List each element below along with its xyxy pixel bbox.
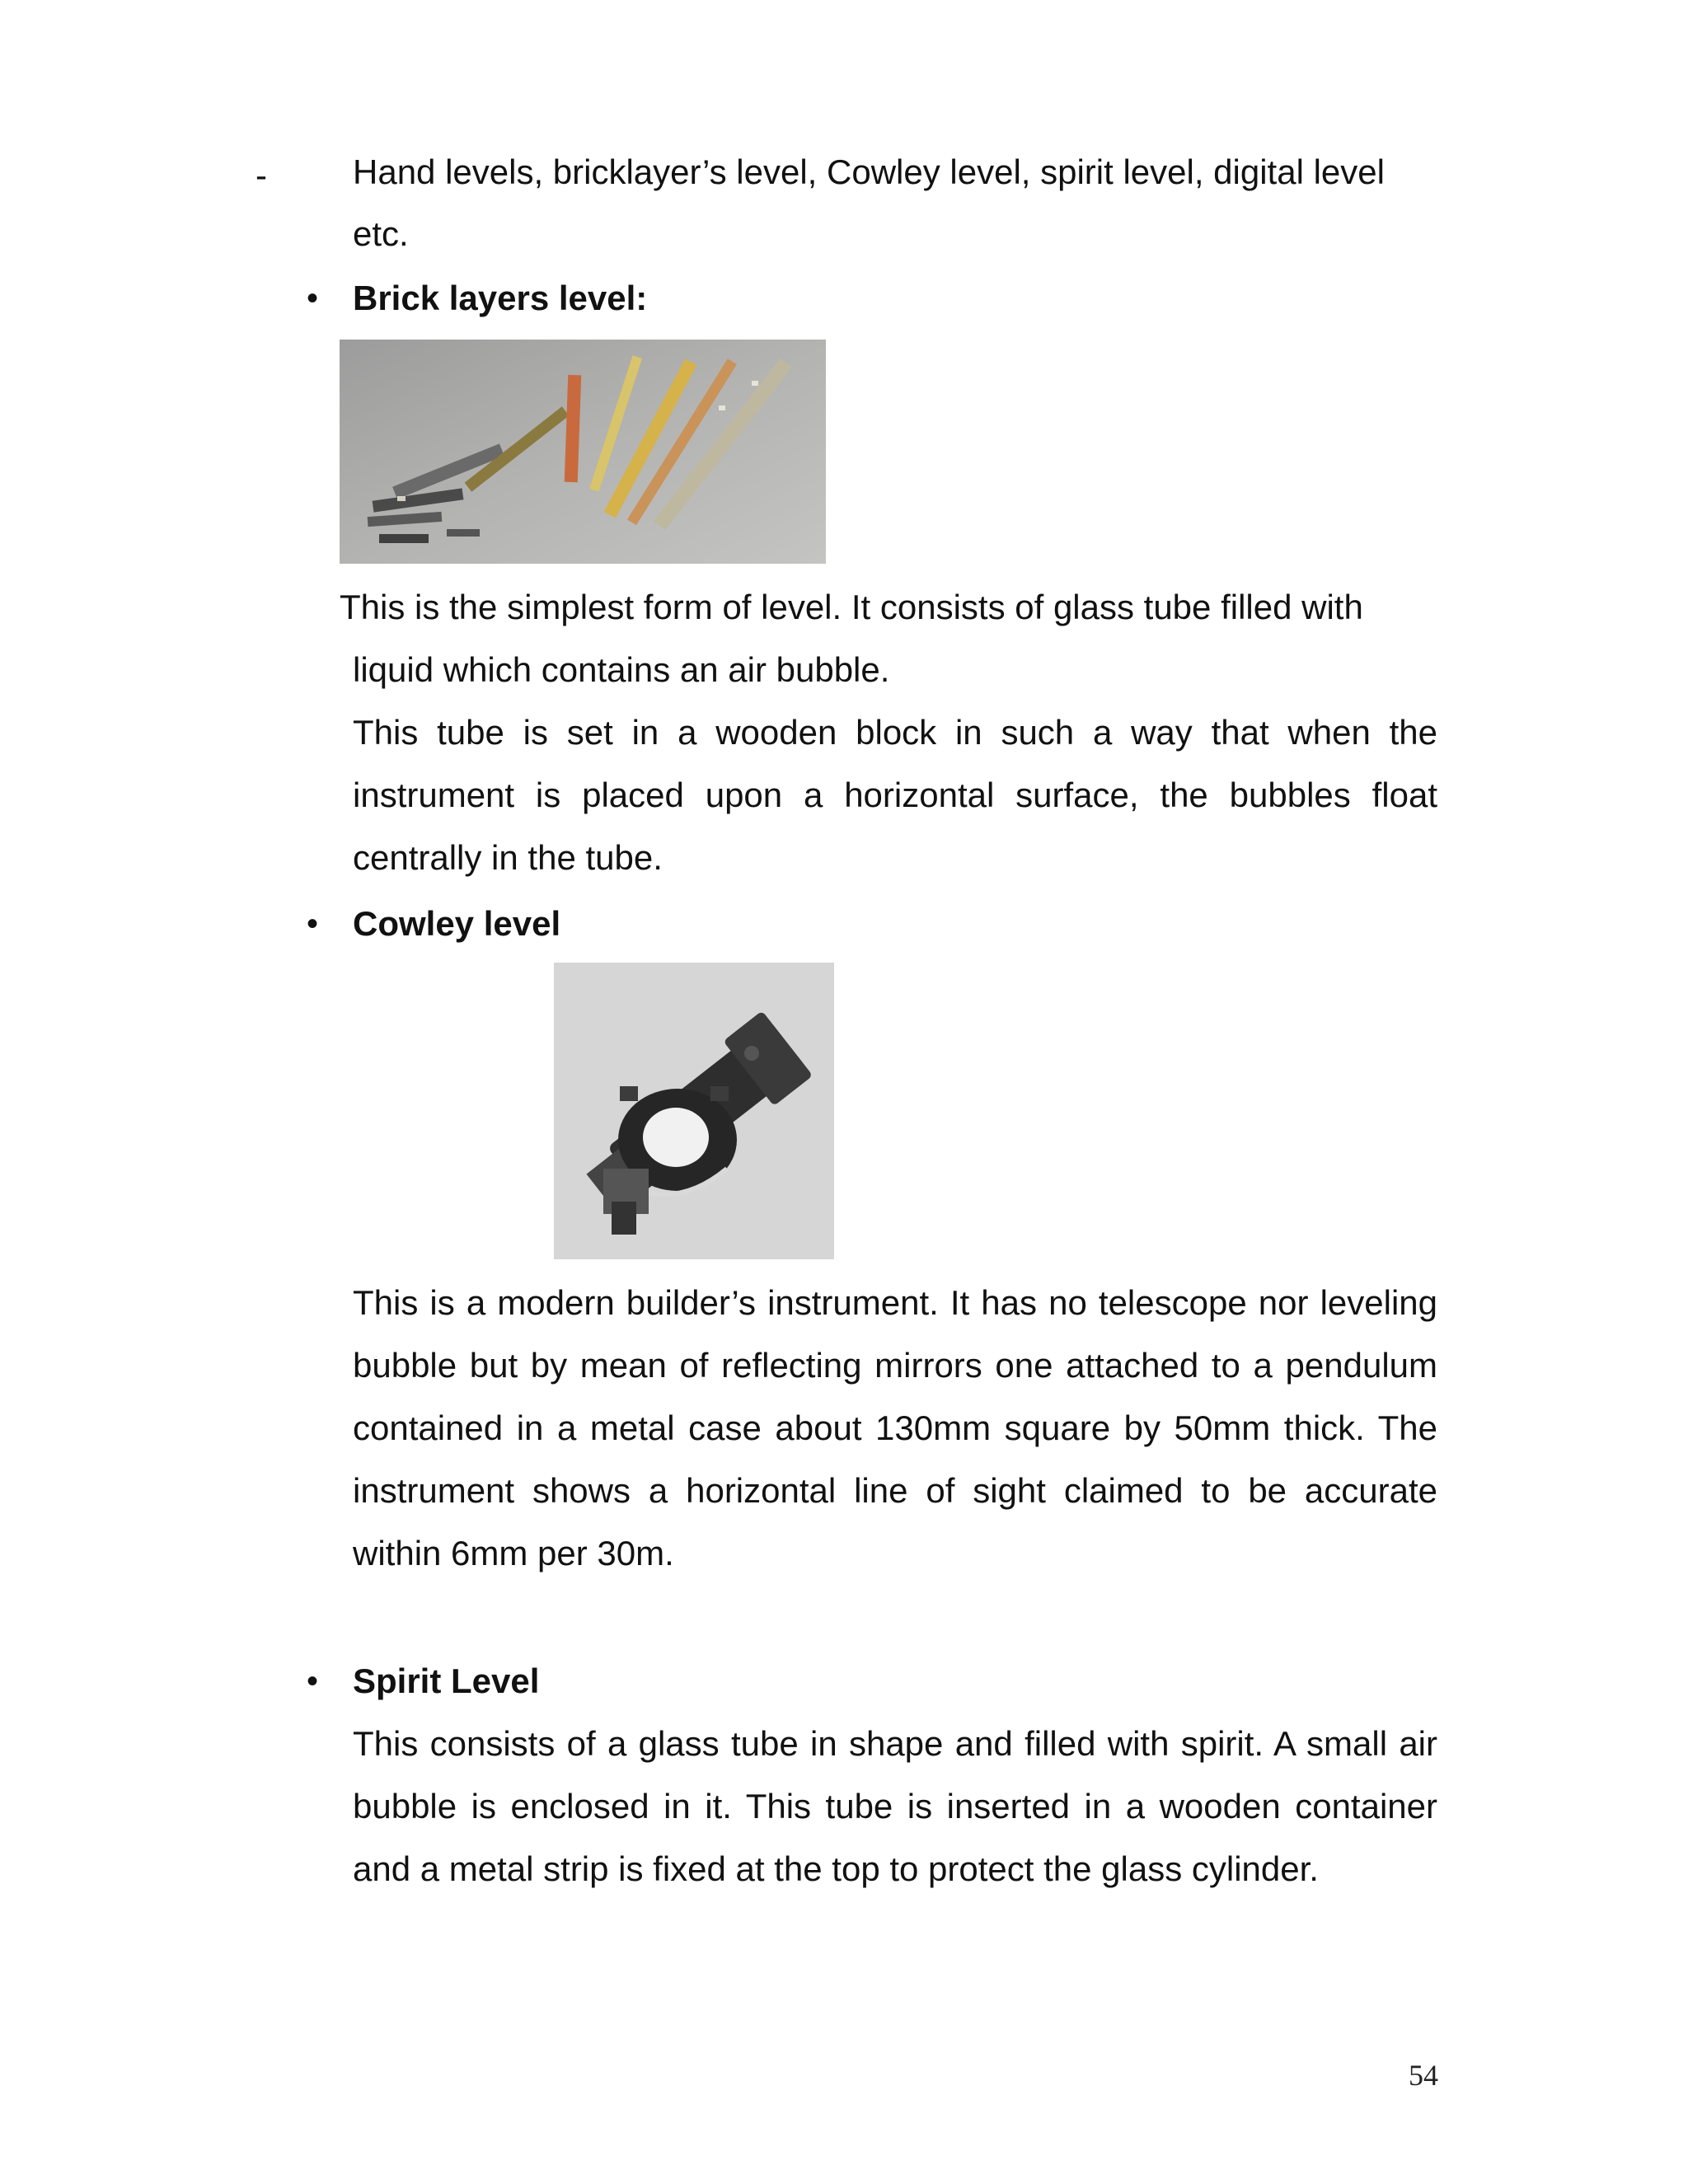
brick-layers-level-photo: [340, 340, 826, 564]
brick-layers-levels-illustration: [340, 340, 826, 564]
cowley-level-para: This is a modern builder’s instrument. It has no telescope nor leveling bubble but by mean of reflecting mirrors one attached to a pendulum contained in a metal case about 130mm square by 50mm thick. The instrument shows a horizontal line of sight claimed to be accurate within 6mm per 30m.: [353, 1283, 1437, 1572]
bullet-brick-layers: •: [307, 280, 319, 316]
cowley-level-photo: [554, 963, 834, 1259]
dash-marker: -: [256, 156, 267, 194]
intro-line-1: Hand levels, bricklayer’s level, Cowley level, spirit level, digital level: [353, 152, 1385, 191]
cowley-level-illustration: [554, 963, 834, 1259]
heading-cowley-level: Cowley level: [353, 904, 561, 943]
brick-layers-para-1-line-1: This is the simplest form of level. It consists of glass tube filled with: [340, 588, 1363, 626]
brick-layers-para-1-line-2: liquid which contains an air bubble.: [353, 650, 890, 689]
brick-layers-para-2: This tube is set in a wooden block in such a way that when the instrument is placed upon a horizontal surface, the bubbles float centrally in the tube.: [353, 713, 1437, 877]
bullet-cowley: •: [307, 906, 319, 942]
bullet-spirit-level: •: [307, 1663, 319, 1699]
intro-line-2: etc.: [353, 214, 409, 253]
spirit-level-para: This consists of a glass tube in shape and filled with spirit. A small air bubble is enclosed in it. This tube is inserted in a wooden container and a metal strip is fixed at the top to protect the glass cylinder.: [353, 1724, 1437, 1888]
heading-brick-layers-level: Brick layers level:: [353, 279, 648, 317]
heading-spirit-level: Spirit Level: [353, 1661, 540, 1700]
page-number: 54: [1409, 2059, 1438, 2092]
